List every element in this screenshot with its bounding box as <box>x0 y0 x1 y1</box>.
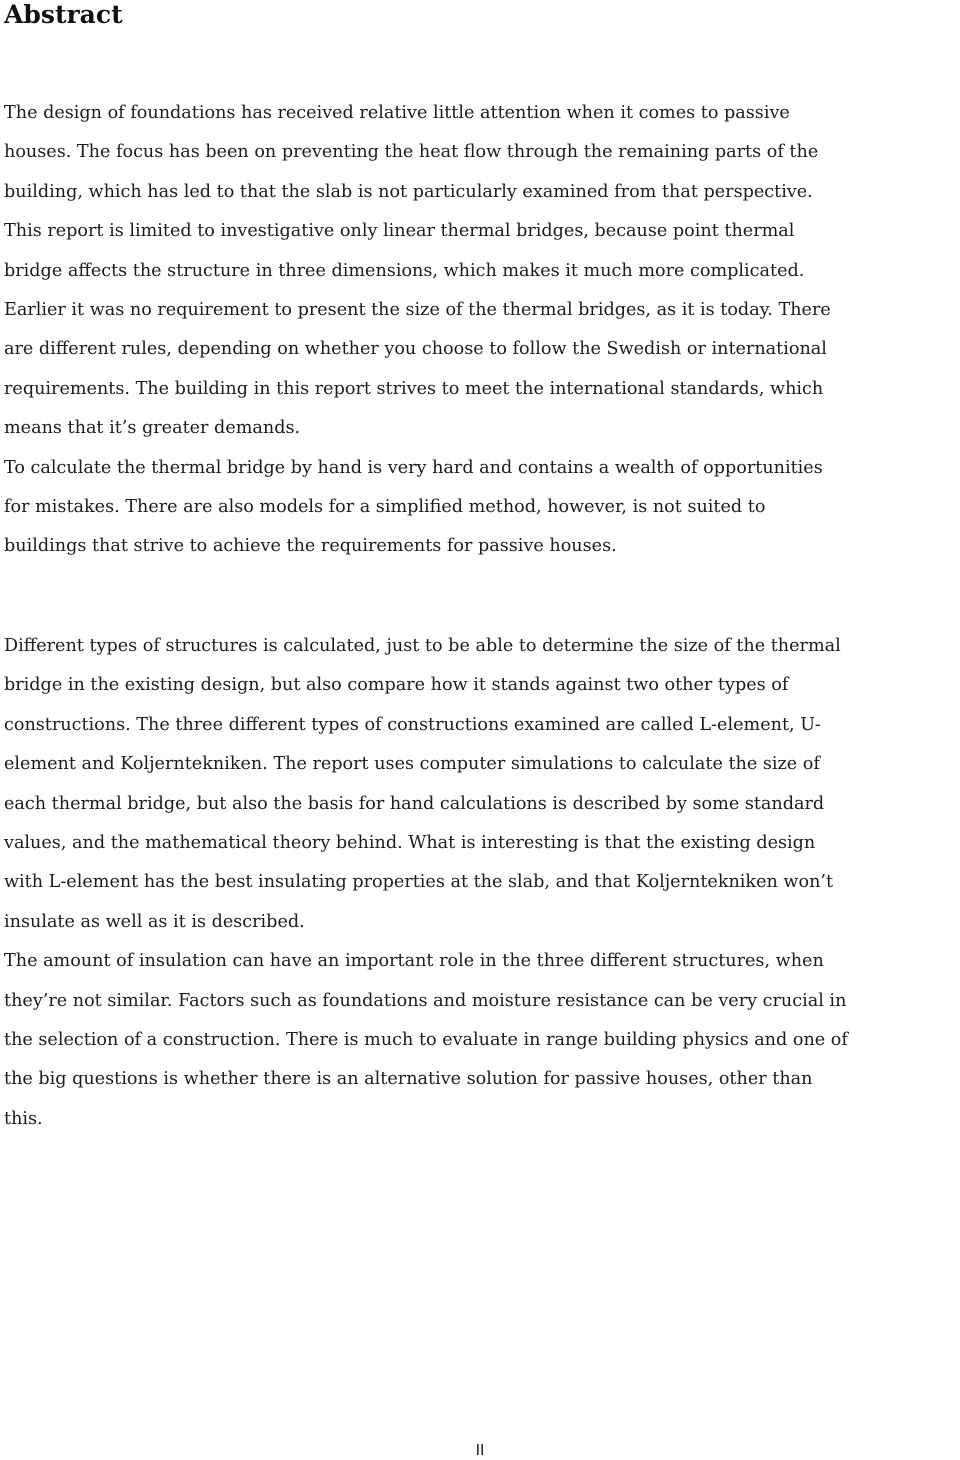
text-line: Different types of structures is calculated, just to be able to determine the size of the thermal <box>4 636 841 656</box>
page-number: II <box>475 1441 485 1459</box>
text-line: houses. The focus has been on preventing the heat flow through the remaining parts of the <box>4 142 819 163</box>
text-line: the big questions is whether there is an alternative solution for passive houses, other than <box>4 1069 813 1090</box>
page-title: Abstract <box>4 0 123 29</box>
text-line: buildings that strive to achieve the requirements for passive houses. <box>4 536 617 557</box>
text-line: This report is limited to investigative only linear thermal bridges, because point thermal <box>4 221 795 242</box>
text-line: The design of foundations has received relative little attention when it comes to passive <box>4 103 790 123</box>
text-line: To calculate the thermal bridge by hand is very hard and contains a wealth of opportunities <box>4 457 823 478</box>
text-line: means that it’s greater demands. <box>4 418 301 439</box>
text-line: each thermal bridge, but also the basis for hand calculations is described by some standard <box>4 793 825 814</box>
text-line: they’re not similar. Factors such as foundations and moisture resistance can be very crucial in <box>4 990 847 1011</box>
text-line: with L-element has the best insulating properties at the slab, and that Koljerntekniken won’t <box>4 872 834 893</box>
text-line: are different rules, depending on whether you choose to follow the Swedish or international <box>4 339 827 360</box>
text-line: building, which has led to that the slab is not particularly examined from that perspective. <box>4 181 813 202</box>
text-line: values, and the mathematical theory behind. What is interesting is that the existing design <box>4 832 816 853</box>
text-line: bridge affects the structure in three dimensions, which makes it much more complicated. <box>4 260 805 281</box>
text-line: element and Koljerntekniken. The report uses computer simulations to calculate the size of <box>4 754 820 775</box>
text-line: Earlier it was no requirement to present the size of the thermal bridges, as it is today. There <box>4 299 831 320</box>
text-line: for mistakes. There are also models for a simplified method, however, is not suited to <box>4 496 766 517</box>
abstract-paragraph-1 <box>4 94 960 567</box>
text-line: constructions. The three different types of constructions examined are called L-element, U- <box>4 714 821 735</box>
abstract-paragraph-2 <box>4 627 960 1139</box>
text-line: this. <box>4 1108 43 1129</box>
text-line: insulate as well as it is described. <box>4 911 305 932</box>
text-line: the selection of a construction. There is much to evaluate in range building physics and one of <box>4 1029 848 1050</box>
text-line: requirements. The building in this report strives to meet the international standards, which <box>4 378 824 399</box>
text-line: bridge in the existing design, but also compare how it stands against two other types of <box>4 675 789 696</box>
text-line: The amount of insulation can have an important role in the three different structures, when <box>4 951 824 972</box>
